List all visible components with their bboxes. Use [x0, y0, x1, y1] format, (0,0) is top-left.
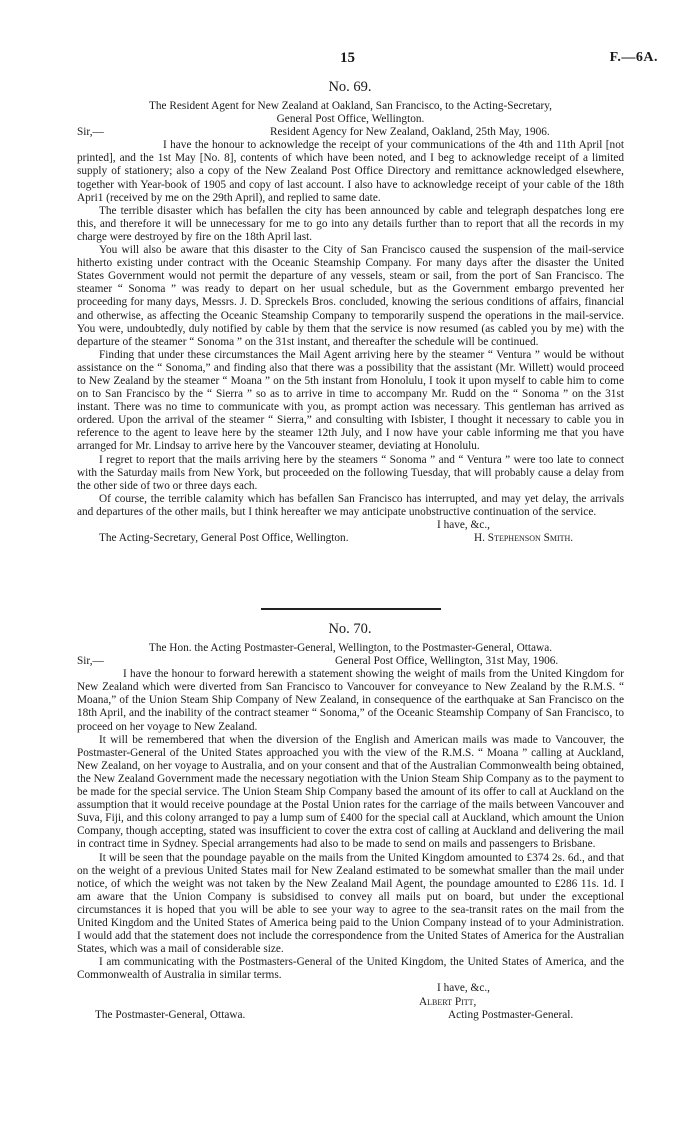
letter-69-paragraph: The terrible disaster which has befallen the city has been announced by cable and telegraph despatches long ere this, and therefore it will be unnecessary for me to go into any details further than to report that all the records in my charge were destroyed by fire on the 18th April last. [77, 204, 624, 243]
letter-69-salutation-row [77, 126, 624, 139]
letter-69-closing-row [77, 519, 624, 532]
section-divider [261, 608, 441, 610]
letter-69-intro-line2: General Post Office, Wellington. [276, 113, 425, 126]
letter-70-salutation-row [77, 655, 624, 668]
letter-70-closing-row [77, 982, 624, 995]
letter-69-signature: H. Stephenson Smith. [474, 532, 574, 545]
letter-70-signature-title: Acting Postmaster-General. [448, 1008, 574, 1021]
letter-70-paragraph: It will be seen that the poundage payable on the mails from the United Kingdom amounted to £374 2s. 6d., and that on the weight of a previous United States mail for New Zealand estimated to be somewhat smaller than the mail under notice, of which the weight was not taken by the New Zealand Mail Agent, the poundage amounted to £286 11s. 1d. I am aware that the Union Company is subsidised to convey all mails put on board, but under the exceptional circumstances it is hoped that you will be able to see your way to agree to the sea-transit rates on the mail from the United Kingdom and the United States of America being paid to the Union Company instead of to your Administration. I would add that the statement does not include the correspondence from the United States of America for the Australian States, which was a mail of considerable size. [77, 851, 624, 956]
letter-69-paragraph: Of course, the terrible calamity which has befallen San Francisco has interrupted, and may yet delay, the arrivals and departures of the other mails, but I think hereafter we may anticipate unobstructive continuation of the service. [77, 492, 624, 518]
letter-69-signature-row [77, 532, 624, 545]
letter-70-intro: The Hon. the Acting Postmaster-General, Wellington, to the Postmaster-General, Ottawa. [148, 642, 553, 654]
letter-70-number: No. 70. [328, 621, 372, 637]
letter-70-paragraph: It will be remembered that when the diversion of the English and American mails was made to Vancouver, the Postmaster-General of the United States approached you with the view of the R.M.S. “ Moana ” calling at Auckland, New Zealand, on her voyage to Australia, and on your consent and that of the Australian Commonwealth being obtained, the New Zealand Government made the necessary negotiation with the Union Steam Ship Company as to the payment to be made for the special service. The Union Steam Ship Company based the amount of its offer to call at Auckland on the assumption that it would receive poundage at the Postal Union rates for the carriage of the mails between Vancouver and Suva, Fiji, and this colony arranged to pay a lump sum of £400 for the special call at Auckland, which amount the Union Company, though accepting, stated was insufficient to cover the extra cost of calling at Auckland and delivering the mail in contract time in Sydney. Special arrangements had also to be made to send on mails and passengers to Brisbane. [77, 733, 624, 851]
letter-69-salutation: Sir,— [77, 126, 104, 139]
letter-70-recipient: The Postmaster-General, Ottawa. [95, 1008, 246, 1021]
letter-70-paragraph: I am communicating with the Postmasters-General of the United Kingdom, the United States of America, and the Commonwealth of Australia in similar terms. [77, 956, 624, 982]
letter-70-paragraph: I have the honour to forward herewith a statement showing the weight of mails from the United Kingdom for New Zealand which were diverted from San Francisco to Vancouver for conveyance to New Zealand by the R.M.S. “ Moana,” of the Union Steam Ship Company of New Zealand, in consequence of the earthquake at San Francisco on the 18th April, and the inability of the contract steamer “ Sonoma,” of the Oceanic Steamship Company of San Francisco, to proceed on her voyage to New Zealand. [77, 668, 624, 733]
letter-70-closing: I have, &c., [437, 982, 491, 995]
letter-70 [77, 642, 624, 1022]
letter-70-address-date: General Post Office, Wellington, 31st May, 1906. [335, 655, 559, 668]
letter-69-intro-line1: The Resident Agent for New Zealand at Oakland, San Francisco, to the Acting-Secretary, [148, 100, 552, 112]
letter-70-signature-row [77, 996, 624, 1009]
letter-69-paragraph: I regret to report that the mails arriving here by the steamers “ Sonoma ” and “ Ventura ” were too late to connect with the Saturday mails from New York, but proceeded on the following Tuesday, that will probably cause a delay from the other side of two or three days each. [77, 453, 624, 492]
letter-70-signature: Albert Pitt, [419, 995, 477, 1008]
letter-69-paragraph: Finding that under these circumstances the Mail Agent arriving here by the steamer “ Ventura ” would be without assistance on the “ Sonoma,” and finding also that there was a possibility that the assistant (Mr. Willett) would proceed to New Zealand by the steamer “ Moana ” on the 5th instant from Honolulu, I took it upon myself to cable him to come on to San Francisco by the “ Sierra ” so as to arrive in time to accompany Mr. Rudd on the “ Sonoma ” on the 31st instant. There was no time to communicate with you, as prompt action was necessary. This gentleman has arrived as ordered. Upon the arrival of the steamer “ Sierra,” and consulting with Isbister, I thought it necessary to cable you in reference to the agent to leave here by the steamer 12th July, and I now have your cable informing me that you have arranged for Mr. Lindsay to arrive here by the Vancouver steamer, deviating at Honolulu. [77, 348, 624, 453]
page-header [0, 50, 700, 70]
letter-69-recipient: The Acting-Secretary, General Post Office, Wellington. [99, 532, 349, 545]
letter-69-number: No. 69. [328, 79, 372, 95]
letter-69-paragraph: You will also be aware that this disaster to the City of San Francisco caused the suspension of the mail-service hitherto existing under contract with the Oceanic Steamship Company. For many days after the disaster the United States Government would not permit the departure of any vessels, steam or sail, from the port of San Francisco. The steamer “ Sonoma ” was ready to depart on her usual schedule, but as the Government embargo prevented her proceeding for many days, Messrs. J. D. Spreckels Bros. concluded, knowing the serious conditions of affairs, financial and otherwise, as affecting the Oceanic Steamship Company to temporarily suspend the operations in the mail-service. You were, undoubtedly, duly notified by cable by them that the service is now resumed (as cabled you by me) with the departure of the steamer “ Sonoma ” on the 31st instant, and thereafter the schedule will be continued. [77, 244, 624, 348]
letter-70-salutation: Sir,— [77, 655, 104, 668]
page-number: 15 [340, 50, 355, 66]
letter-69-closing: I have, &c., [437, 519, 491, 531]
letter-70-recipient-row [77, 1009, 624, 1022]
letter-69-address-date: Resident Agency for New Zealand, Oakland, 25th May, 1906. [270, 126, 550, 139]
document-reference: F.—6A. [609, 50, 658, 65]
letter-69 [77, 100, 624, 545]
letter-69-paragraph: I have the honour to acknowledge the receipt of your communications of the 4th and 11th April [not printed], and the 1st May [No. 8], contents of which have been noted, and I beg to acknowledge receipt of a limited supply of stationery; also a copy of the New Zealand Post Office Directory and remittance acknowledged elsewhere, together with Year-book of 1905 and copy of last account. I also have to acknowledge receipt of your cable of the 18th Apri1 (received by me on the 29th April), and replied to same date. [77, 139, 624, 204]
